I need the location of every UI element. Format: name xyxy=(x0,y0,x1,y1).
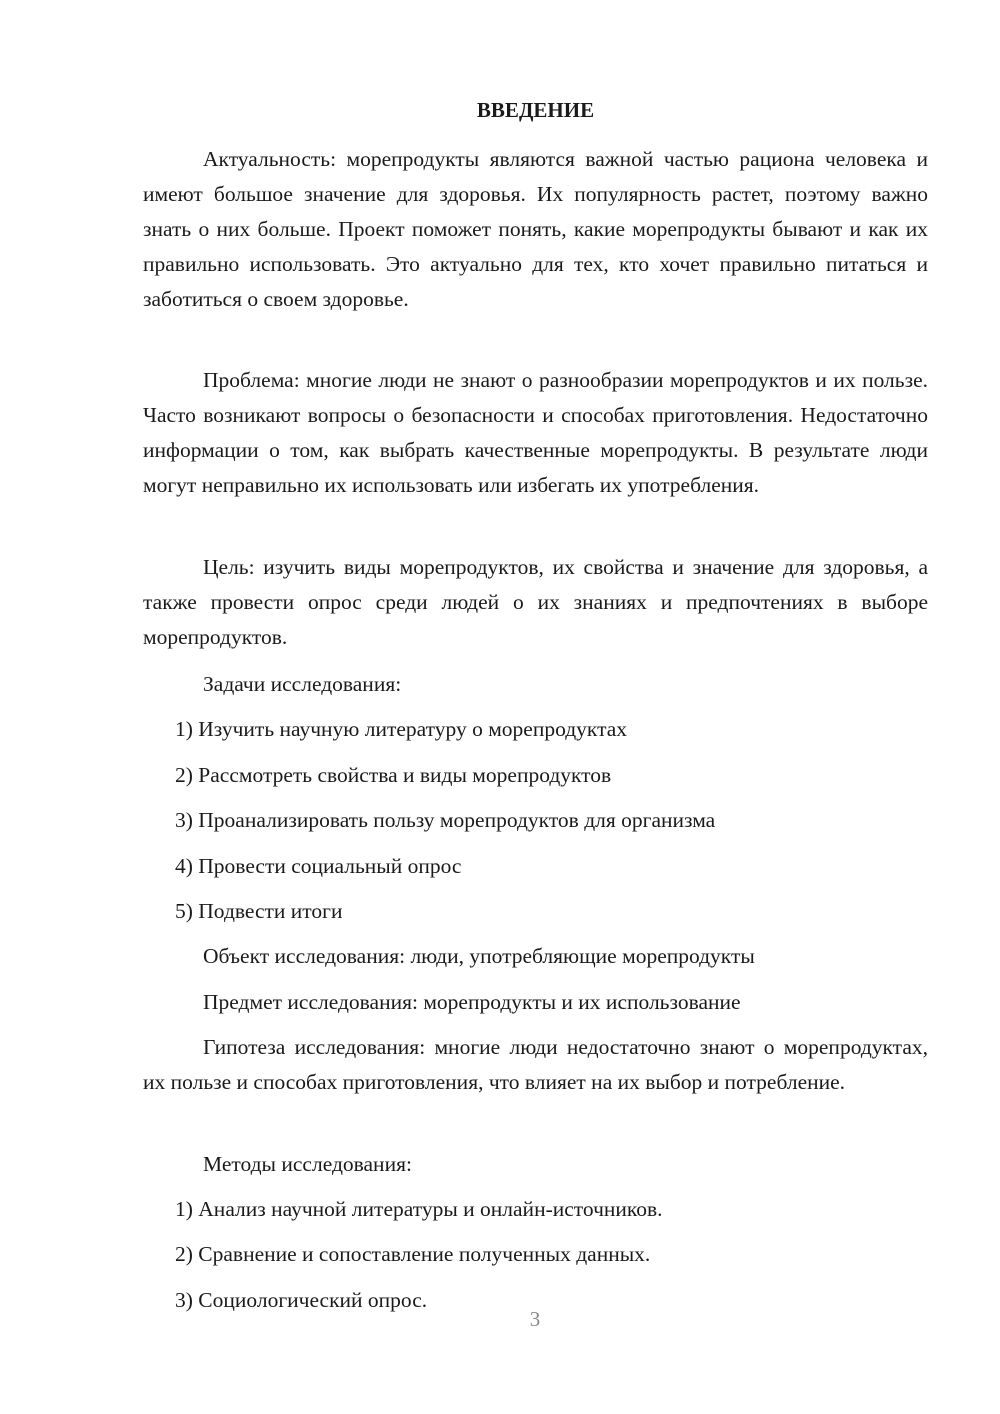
goal-paragraph: Цель: изучить виды морепродуктов, их свойства и значение для здоровья, а также провести опрос среди людей о их знаниях и предпочтениях в выборе морепродуктов. xyxy=(143,555,928,649)
method-item: 3) Социологический опрос. xyxy=(175,1288,428,1312)
task-item: 5) Подвести итоги xyxy=(175,899,343,923)
relevance-paragraph: Актуальность: морепродукты являются важной частью рациона человека и имеют большое значение для здоровья. Их популярность растет, поэтому важно знать о них больше. Проект поможет понять, какие морепродукты бывают и как их правильно использовать. Это актуально для тех, кто хочет правильно питаться и заботиться о своем здоровье. xyxy=(143,147,928,311)
method-item: 1) Анализ научной литературы и онлайн-источников. xyxy=(175,1197,663,1221)
task-item: 4) Провести социальный опрос xyxy=(175,854,462,878)
problem-paragraph: Проблема: многие люди не знают о разнообразии морепродуктов и их пользе. Часто возникают вопросы о безопасности и способах приготовления. Недостаточно информации о том, как выбрать качественные морепродукты. В результате люди могут неправильно их использовать или избегать их употребления. xyxy=(143,368,928,497)
page-number: 3 xyxy=(529,1307,541,1331)
methods-heading: Методы исследования: xyxy=(203,1152,412,1176)
research-object: Объект исследования: люди, употребляющие морепродукты xyxy=(203,944,755,968)
hypothesis-paragraph: Гипотеза исследования: многие люди недостаточно знают о морепродуктах, их пользе и способах приготовления, что влияет на их выбор и потребление. xyxy=(143,1035,928,1094)
task-item: 1) Изучить научную литературу о морепродуктах xyxy=(175,717,628,741)
tasks-heading: Задачи исследования: xyxy=(203,672,402,696)
research-subject: Предмет исследования: морепродукты и их использование xyxy=(203,990,741,1014)
task-item: 2) Рассмотреть свойства и виды морепродуктов xyxy=(175,763,612,787)
method-item: 2) Сравнение и сопоставление полученных данных. xyxy=(175,1242,651,1266)
section-title: ВВЕДЕНИЕ xyxy=(476,98,595,122)
task-item: 3) Проанализировать пользу морепродуктов для организма xyxy=(175,808,716,832)
